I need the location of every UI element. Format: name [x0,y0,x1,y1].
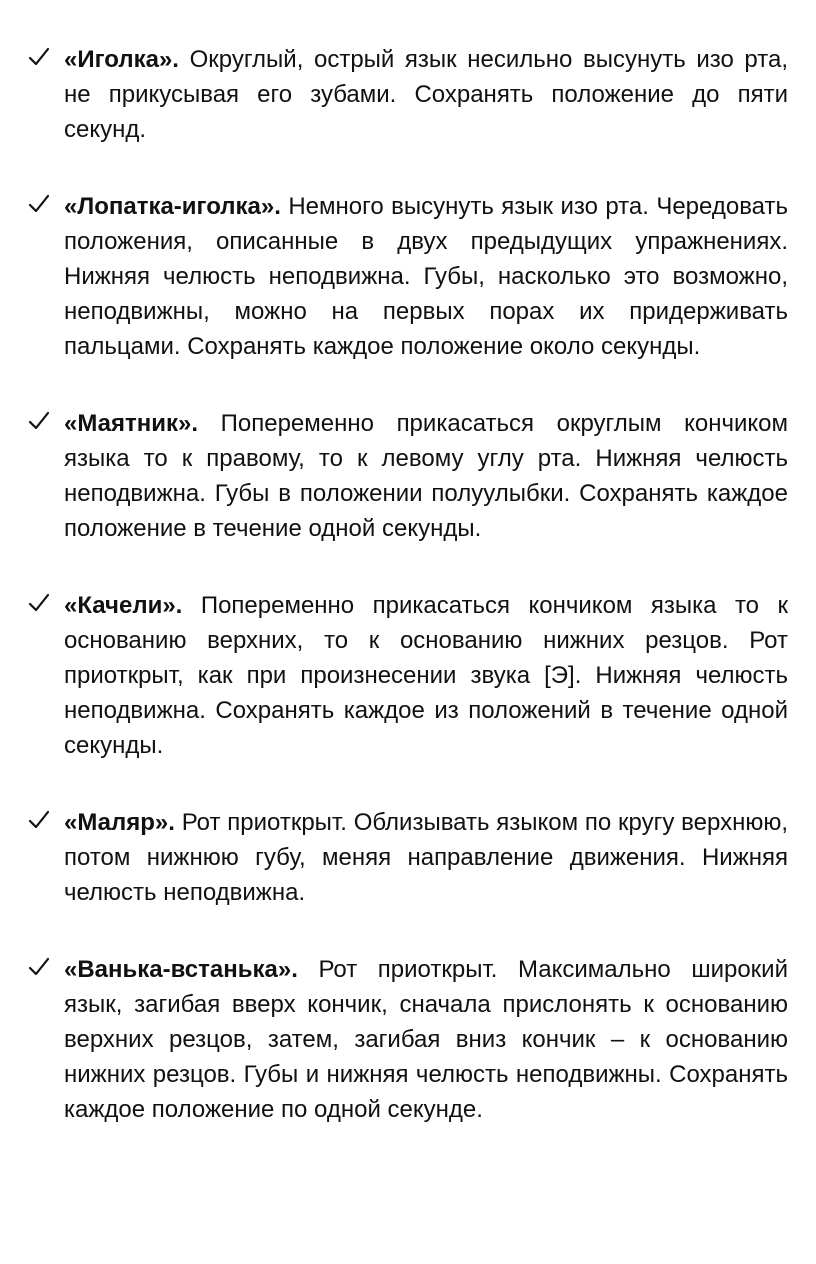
exercise-text [64,42,788,147]
exercise-list [28,42,788,1169]
exercise-item-mayatnik [28,406,788,546]
checkmark-icon [28,956,50,978]
checkmark-icon [28,809,50,831]
exercise-description: Немного высунуть язык изо рта. Чередовать положения, описанные в двух предыдущих упражнениях. Нижняя челюсть неподвижна. Губы, насколько это возможно, неподвижны, можно на первых порах их придерживать пальцами. Сохранять каждое положение около секунды. [64,193,788,360]
exercise-title: «Качели». [64,592,183,619]
exercise-text [64,406,788,546]
exercise-title: «Лопатка-иголка». [64,193,281,220]
exercise-text [64,189,788,364]
exercise-item-lopatka-igolka [28,189,788,364]
exercise-text [64,588,788,763]
exercise-description: Попеременно прикасаться округлым кончиком языка то к правому, то к левому углу рта. Нижняя челюсть неподвижна. Губы в положении полуулыбки. Сохранять каждое положение в течение одной секунды. [64,410,788,542]
exercise-item-igolka [28,42,788,147]
checkmark-icon [28,410,50,432]
exercise-description: Рот приоткрыт. Максимально широкий язык, загибая вверх кончик, сначала прислонять к основанию верхних резцов, затем, загибая вниз кончик – к основанию нижних резцов. Губы и нижняя челюсть неподвижны. Сохранять каждое положение по одной секунде. [64,956,788,1123]
exercise-title: «Ванька-встанька». [64,956,298,983]
exercise-description: Попеременно прикасаться кончиком языка то к основанию верхних, то к основанию нижних резцов. Рот приоткрыт, как при произнесении звука [Э]. Нижняя челюсть неподвижна. Сохранять каждое из положений в течение одной секунды. [64,592,788,759]
exercise-item-vanka-vstanka [28,952,788,1127]
exercise-description: Округлый, острый язык несильно высунуть изо рта, не прикусывая его зубами. Сохранять положение до пяти секунд. [64,46,788,143]
exercise-title: «Иголка». [64,46,179,73]
checkmark-icon [28,592,50,614]
exercise-text [64,952,788,1127]
exercise-item-malyar [28,805,788,910]
exercise-title: «Маятник». [64,410,199,437]
checkmark-icon [28,193,50,215]
exercise-description: Рот приоткрыт. Облизывать языком по кругу верхнюю, потом нижнюю губу, меняя направление движения. Нижняя челюсть неподвижна. [64,809,789,906]
exercise-item-kacheli [28,588,788,763]
checkmark-icon [28,46,50,68]
exercise-title: «Маляр». [64,809,175,836]
exercise-text [64,805,788,910]
